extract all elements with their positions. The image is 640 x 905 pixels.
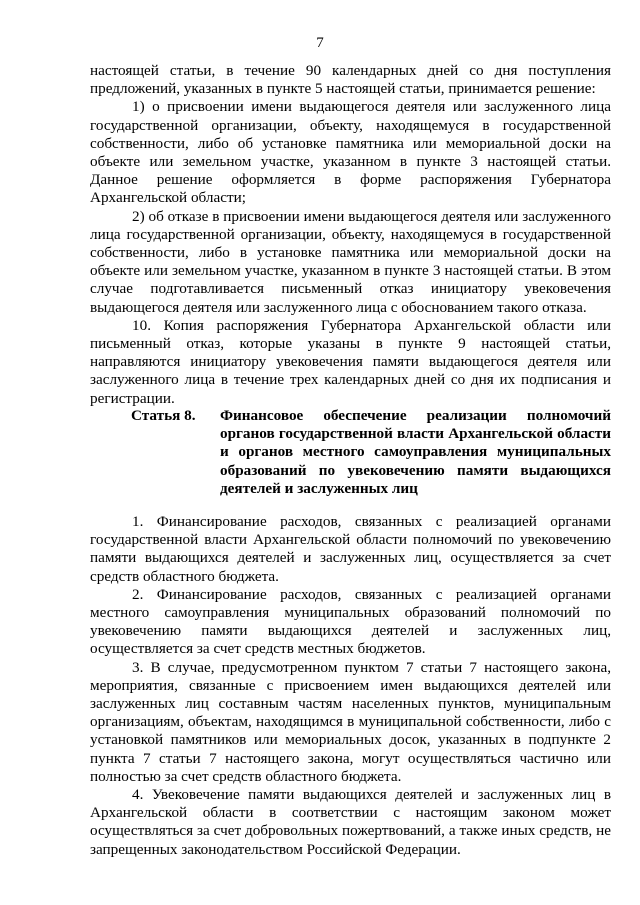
paragraph-point-10: 10. Копия распоряжения Губернатора Архангельской области или письменный отказ, которые указаны в пункте 9 настоящей статьи, направляются инициатору увековечения памяти выдающегося деятеля или заслуженного лица в течение трех календарных дней со дня их подписания и регистрации. [90, 316, 611, 407]
article-title [220, 407, 611, 498]
article-title-line: и органов местного самоуправления муниципальных [220, 443, 611, 461]
top-text-block [90, 62, 611, 408]
article-label: Статья 8. [131, 407, 196, 424]
paragraph-financing-1: 1. Финансирование расходов, связанных с реализацией органами государственной власти Архангельской области полномочий по увековечению памяти выдающихся деятелей и заслуженных лиц, осуществляется за счет средств областного бюджета. [90, 513, 611, 585]
paragraph-financing-3: 3. В случае, предусмотренном пунктом 7 статьи 7 настоящего закона, мероприятия, связанные с присвоением имен выдающихся деятелей или заслуженных лиц составным частям населенных пунктов, муниципальным организациям, объектам, находящимся в муниципальной собственности, либо с установкой памятников или мемориальных досок, указанных в подпункте 2 пункта 7 статьи 7 настоящего закона, могут осуществляться частично или полностью за счет средств областного бюджета. [90, 658, 611, 785]
article-title-line: деятелей и заслуженных лиц [220, 479, 418, 497]
article-title-line: органов государственной власти Архангельской области [220, 425, 611, 443]
article-title-line: образований по увековечению памяти выдающихся [220, 461, 611, 479]
bottom-text-block [90, 513, 611, 859]
paragraph-financing-4: 4. Увековечение памяти выдающихся деятелей и заслуженных лиц в Архангельской области в соответствии с настоящим законом может осуществляться за счет добровольных пожертвований, а также иных средств, не запрещенных законодательством Российской Федерации. [90, 786, 611, 858]
paragraph-item-2: 2) об отказе в присвоении имени выдающегося деятеля или заслуженного лица государственной организации, объекту, находящемуся в государственной собственности, либо в установке памятника или мемориальной доски на объекте или земельном участке, указанном в пункте 3 настоящей статьи. В этом случае подготавливается письменный отказ инициатору увековечения выдающегося деятеля или заслуженного лица с обоснованием такого отказа. [90, 207, 611, 316]
article-title-line: Финансовое обеспечение реализации полномочий [220, 407, 611, 424]
paragraph-financing-2: 2. Финансирование расходов, связанных с реализацией органами местного самоуправления муниципальных образований полномочий по увековечению памяти выдающихся деятелей и заслуженных лиц, осуществляется за счет средств местных бюджетов. [90, 585, 611, 658]
paragraph-continuation: настоящей статьи, в течение 90 календарных дней со дня поступления предложений, указанных в пункте 5 настоящей статьи, принимается решение: [90, 62, 611, 98]
paragraph-item-1: 1) о присвоении имени выдающегося деятеля или заслуженного лица государственной организации, объекту, находящемуся в государственной собственности, либо об установке памятника или мемориальной доски на объекте или земельном участке, указанном в пункте 3 настоящей статьи. Данное решение оформляется в форме распоряжения Губернатора Архангельской области; [90, 98, 611, 207]
page-number: 7 [316, 35, 324, 51]
